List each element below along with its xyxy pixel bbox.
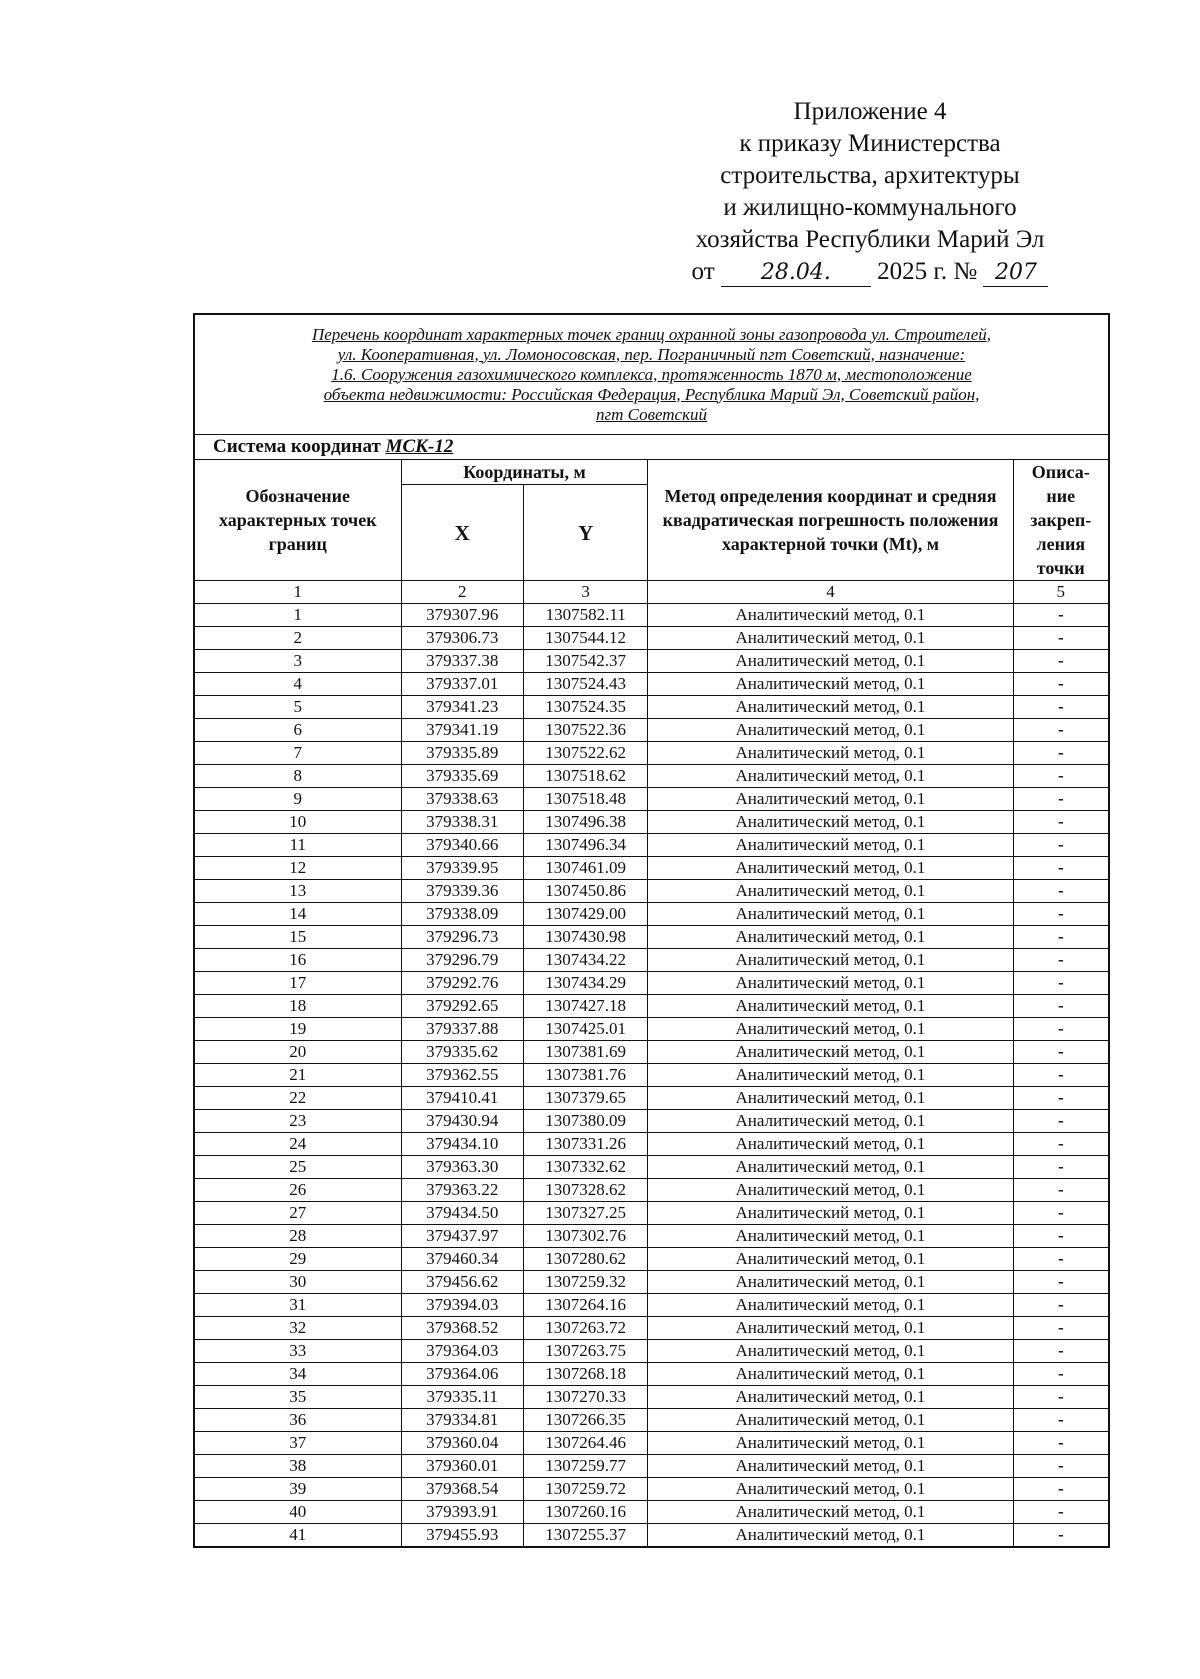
point-number-cell: 25 xyxy=(194,1156,401,1179)
order-line xyxy=(640,256,1100,288)
point-number-cell: 26 xyxy=(194,1179,401,1202)
y-coordinate-cell: 1307259.72 xyxy=(523,1478,647,1501)
point-number-cell: 34 xyxy=(194,1363,401,1386)
description-cell: - xyxy=(1013,1018,1109,1041)
x-coordinate-cell: 379307.96 xyxy=(401,604,523,627)
order-prefix: от xyxy=(691,258,715,285)
description-cell: - xyxy=(1013,1340,1109,1363)
y-coordinate-cell: 1307425.01 xyxy=(523,1018,647,1041)
method-cell: Аналитический метод, 0.1 xyxy=(648,1133,1013,1156)
table-title xyxy=(194,314,1109,435)
description-cell: - xyxy=(1013,1248,1109,1271)
table-row xyxy=(194,696,1109,719)
table-row xyxy=(194,788,1109,811)
method-cell: Аналитический метод, 0.1 xyxy=(648,1478,1013,1501)
y-coordinate-cell: 1307518.62 xyxy=(523,765,647,788)
point-number-cell: 11 xyxy=(194,834,401,857)
x-coordinate-cell: 379364.06 xyxy=(401,1363,523,1386)
table-row xyxy=(194,1018,1109,1041)
y-coordinate-cell: 1307434.29 xyxy=(523,972,647,995)
method-cell: Аналитический метод, 0.1 xyxy=(648,1041,1013,1064)
point-number-cell: 22 xyxy=(194,1087,401,1110)
table-row xyxy=(194,1455,1109,1478)
y-coordinate-cell: 1307270.33 xyxy=(523,1386,647,1409)
description-cell: - xyxy=(1013,949,1109,972)
y-coordinate-cell: 1307496.38 xyxy=(523,811,647,834)
y-coordinate-cell: 1307427.18 xyxy=(523,995,647,1018)
x-coordinate-cell: 379434.10 xyxy=(401,1133,523,1156)
point-number-cell: 7 xyxy=(194,742,401,765)
order-number-handwritten: 207 xyxy=(983,260,1048,287)
point-number-cell: 36 xyxy=(194,1409,401,1432)
x-coordinate-cell: 379339.36 xyxy=(401,880,523,903)
description-cell: - xyxy=(1013,673,1109,696)
description-cell: - xyxy=(1013,995,1109,1018)
order-date-handwritten: 28.04. xyxy=(721,260,871,287)
header-line: хозяйства Республики Марий Эл xyxy=(695,226,1045,253)
point-number-cell: 24 xyxy=(194,1133,401,1156)
method-cell: Аналитический метод, 0.1 xyxy=(648,1248,1013,1271)
x-coordinate-cell: 379394.03 xyxy=(401,1294,523,1317)
table-row xyxy=(194,1501,1109,1524)
description-cell: - xyxy=(1013,1202,1109,1225)
description-cell: - xyxy=(1013,1409,1109,1432)
method-cell: Аналитический метод, 0.1 xyxy=(648,880,1013,903)
y-coordinate-cell: 1307332.62 xyxy=(523,1156,647,1179)
x-coordinate-cell: 379339.95 xyxy=(401,857,523,880)
x-coordinate-cell: 379335.69 xyxy=(401,765,523,788)
table-row xyxy=(194,857,1109,880)
table-row xyxy=(194,1064,1109,1087)
y-coordinate-cell: 1307522.36 xyxy=(523,719,647,742)
x-coordinate-cell: 379296.73 xyxy=(401,926,523,949)
table-row xyxy=(194,719,1109,742)
method-cell: Аналитический метод, 0.1 xyxy=(648,1340,1013,1363)
x-coordinate-cell: 379335.62 xyxy=(401,1041,523,1064)
point-number-cell: 27 xyxy=(194,1202,401,1225)
method-cell: Аналитический метод, 0.1 xyxy=(648,1524,1013,1548)
y-coordinate-cell: 1307268.18 xyxy=(523,1363,647,1386)
x-coordinate-cell: 379456.62 xyxy=(401,1271,523,1294)
point-number-cell: 12 xyxy=(194,857,401,880)
table-row xyxy=(194,1133,1109,1156)
x-coordinate-cell: 379410.41 xyxy=(401,1087,523,1110)
x-coordinate-cell: 379296.79 xyxy=(401,949,523,972)
description-cell: - xyxy=(1013,857,1109,880)
x-coordinate-cell: 379368.52 xyxy=(401,1317,523,1340)
y-coordinate-cell: 1307259.32 xyxy=(523,1271,647,1294)
point-number-cell: 17 xyxy=(194,972,401,995)
y-coordinate-cell: 1307266.35 xyxy=(523,1409,647,1432)
description-cell: - xyxy=(1013,1363,1109,1386)
order-year: 2025 г. № xyxy=(877,258,978,285)
table-row xyxy=(194,604,1109,627)
x-coordinate-cell: 379363.22 xyxy=(401,1179,523,1202)
table-title-line: пгт Советский xyxy=(595,404,708,424)
table-row xyxy=(194,1202,1109,1225)
description-cell: - xyxy=(1013,719,1109,742)
y-coordinate-cell: 1307381.69 xyxy=(523,1041,647,1064)
point-number-cell: 6 xyxy=(194,719,401,742)
point-number-cell: 8 xyxy=(194,765,401,788)
method-cell: Аналитический метод, 0.1 xyxy=(648,765,1013,788)
method-cell: Аналитический метод, 0.1 xyxy=(648,949,1013,972)
y-coordinate-cell: 1307331.26 xyxy=(523,1133,647,1156)
point-number-cell: 29 xyxy=(194,1248,401,1271)
method-cell: Аналитический метод, 0.1 xyxy=(648,811,1013,834)
method-cell: Аналитический метод, 0.1 xyxy=(648,650,1013,673)
table-row xyxy=(194,1432,1109,1455)
header-x: X xyxy=(401,485,523,581)
point-number-cell: 15 xyxy=(194,926,401,949)
method-cell: Аналитический метод, 0.1 xyxy=(648,1501,1013,1524)
point-number-cell: 40 xyxy=(194,1501,401,1524)
description-cell: - xyxy=(1013,1064,1109,1087)
table-row xyxy=(194,834,1109,857)
method-cell: Аналитический метод, 0.1 xyxy=(648,903,1013,926)
table-row xyxy=(194,1478,1109,1501)
y-coordinate-cell: 1307302.76 xyxy=(523,1225,647,1248)
method-cell: Аналитический метод, 0.1 xyxy=(648,1409,1013,1432)
point-number-cell: 13 xyxy=(194,880,401,903)
description-cell: - xyxy=(1013,1432,1109,1455)
x-coordinate-cell: 379364.03 xyxy=(401,1340,523,1363)
description-cell: - xyxy=(1013,1041,1109,1064)
table-row xyxy=(194,1179,1109,1202)
description-cell: - xyxy=(1013,880,1109,903)
point-number-cell: 39 xyxy=(194,1478,401,1501)
description-cell: - xyxy=(1013,972,1109,995)
table-row xyxy=(194,627,1109,650)
point-number-cell: 14 xyxy=(194,903,401,926)
table-row xyxy=(194,880,1109,903)
y-coordinate-cell: 1307542.37 xyxy=(523,650,647,673)
description-cell: - xyxy=(1013,1478,1109,1501)
description-cell: - xyxy=(1013,1225,1109,1248)
point-number-cell: 38 xyxy=(194,1455,401,1478)
y-coordinate-cell: 1307255.37 xyxy=(523,1524,647,1548)
y-coordinate-cell: 1307450.86 xyxy=(523,880,647,903)
method-cell: Аналитический метод, 0.1 xyxy=(648,1386,1013,1409)
table-row xyxy=(194,903,1109,926)
table-row xyxy=(194,650,1109,673)
description-cell: - xyxy=(1013,604,1109,627)
coordinate-system-label: Система координат xyxy=(213,436,381,457)
y-coordinate-cell: 1307280.62 xyxy=(523,1248,647,1271)
x-coordinate-cell: 379340.66 xyxy=(401,834,523,857)
table-title-line: ул. Кооперативная, ул. Ломоносовская, пер. Пограничный пгт Советский, назначение: xyxy=(337,344,966,364)
x-coordinate-cell: 379335.11 xyxy=(401,1386,523,1409)
point-number-cell: 33 xyxy=(194,1340,401,1363)
method-cell: Аналитический метод, 0.1 xyxy=(648,1225,1013,1248)
y-coordinate-cell: 1307461.09 xyxy=(523,857,647,880)
point-number-cell: 32 xyxy=(194,1317,401,1340)
table-row xyxy=(194,1248,1109,1271)
point-number-cell: 23 xyxy=(194,1110,401,1133)
method-cell: Аналитический метод, 0.1 xyxy=(648,1432,1013,1455)
coordinates-table xyxy=(193,313,1110,1548)
appendix-title: Приложение 4 xyxy=(793,98,947,125)
description-cell: - xyxy=(1013,834,1109,857)
description-cell: - xyxy=(1013,1133,1109,1156)
y-coordinate-cell: 1307264.16 xyxy=(523,1294,647,1317)
point-number-cell: 18 xyxy=(194,995,401,1018)
point-number-cell: 21 xyxy=(194,1064,401,1087)
header-method: Метод определения координат и средняя квадратическая погрешность положения характерной точки (Mt), м xyxy=(648,460,1013,581)
description-cell: - xyxy=(1013,650,1109,673)
description-cell: - xyxy=(1013,1501,1109,1524)
y-coordinate-cell: 1307328.62 xyxy=(523,1179,647,1202)
description-cell: - xyxy=(1013,1455,1109,1478)
point-number-cell: 1 xyxy=(194,604,401,627)
x-coordinate-cell: 379460.34 xyxy=(401,1248,523,1271)
method-cell: Аналитический метод, 0.1 xyxy=(648,926,1013,949)
column-numbers-row xyxy=(194,581,1109,604)
table-row xyxy=(194,1363,1109,1386)
header-coordinates: Координаты, м xyxy=(401,460,648,485)
method-cell: Аналитический метод, 0.1 xyxy=(648,719,1013,742)
description-cell: - xyxy=(1013,903,1109,926)
y-coordinate-cell: 1307260.16 xyxy=(523,1501,647,1524)
point-number-cell: 19 xyxy=(194,1018,401,1041)
x-coordinate-cell: 379341.23 xyxy=(401,696,523,719)
table-row xyxy=(194,742,1109,765)
method-cell: Аналитический метод, 0.1 xyxy=(648,1363,1013,1386)
y-coordinate-cell: 1307379.65 xyxy=(523,1087,647,1110)
x-coordinate-cell: 379337.88 xyxy=(401,1018,523,1041)
table-row xyxy=(194,1294,1109,1317)
header-y: Y xyxy=(523,485,647,581)
method-cell: Аналитический метод, 0.1 xyxy=(648,1110,1013,1133)
coordinate-system-value: МСК-12 xyxy=(385,436,454,457)
method-cell: Аналитический метод, 0.1 xyxy=(648,972,1013,995)
y-coordinate-cell: 1307429.00 xyxy=(523,903,647,926)
point-number-cell: 30 xyxy=(194,1271,401,1294)
method-cell: Аналитический метод, 0.1 xyxy=(648,834,1013,857)
description-cell: - xyxy=(1013,1156,1109,1179)
table-row xyxy=(194,1041,1109,1064)
y-coordinate-cell: 1307544.12 xyxy=(523,627,647,650)
y-coordinate-cell: 1307263.75 xyxy=(523,1340,647,1363)
method-cell: Аналитический метод, 0.1 xyxy=(648,1202,1013,1225)
y-coordinate-cell: 1307496.34 xyxy=(523,834,647,857)
table-title-line: 1.6. Сооружения газохимического комплекса, протяженность 1870 м, местоположение xyxy=(331,364,972,384)
x-coordinate-cell: 379360.01 xyxy=(401,1455,523,1478)
table-row xyxy=(194,949,1109,972)
table-row xyxy=(194,995,1109,1018)
method-cell: Аналитический метод, 0.1 xyxy=(648,1271,1013,1294)
point-number-cell: 3 xyxy=(194,650,401,673)
method-cell: Аналитический метод, 0.1 xyxy=(648,604,1013,627)
method-cell: Аналитический метод, 0.1 xyxy=(648,1294,1013,1317)
table-row xyxy=(194,1110,1109,1133)
description-cell: - xyxy=(1013,1524,1109,1548)
x-coordinate-cell: 379306.73 xyxy=(401,627,523,650)
header-description: Описа-ние закреп-ления точки xyxy=(1013,460,1109,581)
table-title-line: объекта недвижимости: Российская Федерация, Республика Марий Эл, Советский район, xyxy=(323,384,980,404)
y-coordinate-cell: 1307264.46 xyxy=(523,1432,647,1455)
x-coordinate-cell: 379434.50 xyxy=(401,1202,523,1225)
description-cell: - xyxy=(1013,1087,1109,1110)
point-number-cell: 31 xyxy=(194,1294,401,1317)
header-line: строительства, архитектуры xyxy=(720,162,1020,189)
point-number-cell: 2 xyxy=(194,627,401,650)
method-cell: Аналитический метод, 0.1 xyxy=(648,673,1013,696)
x-coordinate-cell: 379430.94 xyxy=(401,1110,523,1133)
x-coordinate-cell: 379393.91 xyxy=(401,1501,523,1524)
y-coordinate-cell: 1307381.76 xyxy=(523,1064,647,1087)
description-cell: - xyxy=(1013,1386,1109,1409)
x-coordinate-cell: 379337.01 xyxy=(401,673,523,696)
table-row xyxy=(194,1524,1109,1548)
table-row xyxy=(194,1271,1109,1294)
method-cell: Аналитический метод, 0.1 xyxy=(648,857,1013,880)
point-number-cell: 4 xyxy=(194,673,401,696)
description-cell: - xyxy=(1013,1179,1109,1202)
method-cell: Аналитический метод, 0.1 xyxy=(648,1064,1013,1087)
x-coordinate-cell: 379337.38 xyxy=(401,650,523,673)
point-number-cell: 9 xyxy=(194,788,401,811)
point-number-cell: 10 xyxy=(194,811,401,834)
x-coordinate-cell: 379363.30 xyxy=(401,1156,523,1179)
table-row xyxy=(194,1317,1109,1340)
y-coordinate-cell: 1307263.72 xyxy=(523,1317,647,1340)
method-cell: Аналитический метод, 0.1 xyxy=(648,742,1013,765)
table-row xyxy=(194,1156,1109,1179)
table-row xyxy=(194,926,1109,949)
x-coordinate-cell: 379338.63 xyxy=(401,788,523,811)
y-coordinate-cell: 1307380.09 xyxy=(523,1110,647,1133)
point-number-cell: 35 xyxy=(194,1386,401,1409)
table-row xyxy=(194,811,1109,834)
description-cell: - xyxy=(1013,788,1109,811)
point-number-cell: 20 xyxy=(194,1041,401,1064)
description-cell: - xyxy=(1013,1271,1109,1294)
method-cell: Аналитический метод, 0.1 xyxy=(648,1087,1013,1110)
column-number: 1 xyxy=(194,581,401,604)
x-coordinate-cell: 379341.19 xyxy=(401,719,523,742)
y-coordinate-cell: 1307518.48 xyxy=(523,788,647,811)
method-cell: Аналитический метод, 0.1 xyxy=(648,696,1013,719)
y-coordinate-cell: 1307524.43 xyxy=(523,673,647,696)
description-cell: - xyxy=(1013,811,1109,834)
x-coordinate-cell: 379437.97 xyxy=(401,1225,523,1248)
x-coordinate-cell: 379334.81 xyxy=(401,1409,523,1432)
description-cell: - xyxy=(1013,1294,1109,1317)
coordinate-system xyxy=(194,435,1109,460)
y-coordinate-cell: 1307259.77 xyxy=(523,1455,647,1478)
column-number: 3 xyxy=(523,581,647,604)
x-coordinate-cell: 379360.04 xyxy=(401,1432,523,1455)
point-number-cell: 16 xyxy=(194,949,401,972)
method-cell: Аналитический метод, 0.1 xyxy=(648,1317,1013,1340)
y-coordinate-cell: 1307524.35 xyxy=(523,696,647,719)
description-cell: - xyxy=(1013,627,1109,650)
appendix-header xyxy=(640,96,1100,288)
x-coordinate-cell: 379362.55 xyxy=(401,1064,523,1087)
method-cell: Аналитический метод, 0.1 xyxy=(648,627,1013,650)
description-cell: - xyxy=(1013,926,1109,949)
header-line: к приказу Министерства xyxy=(739,130,1001,157)
table-title-line: Перечень координат характерных точек границ охранной зоны газопровода ул. Строителей, xyxy=(311,324,992,344)
y-coordinate-cell: 1307327.25 xyxy=(523,1202,647,1225)
y-coordinate-cell: 1307430.98 xyxy=(523,926,647,949)
method-cell: Аналитический метод, 0.1 xyxy=(648,1018,1013,1041)
column-number: 5 xyxy=(1013,581,1109,604)
table-row xyxy=(194,765,1109,788)
description-cell: - xyxy=(1013,742,1109,765)
table-row xyxy=(194,1087,1109,1110)
description-cell: - xyxy=(1013,1317,1109,1340)
method-cell: Аналитический метод, 0.1 xyxy=(648,1179,1013,1202)
point-number-cell: 37 xyxy=(194,1432,401,1455)
x-coordinate-cell: 379338.31 xyxy=(401,811,523,834)
column-number: 4 xyxy=(648,581,1013,604)
description-cell: - xyxy=(1013,696,1109,719)
table-row xyxy=(194,673,1109,696)
method-cell: Аналитический метод, 0.1 xyxy=(648,1156,1013,1179)
method-cell: Аналитический метод, 0.1 xyxy=(648,1455,1013,1478)
x-coordinate-cell: 379335.89 xyxy=(401,742,523,765)
description-cell: - xyxy=(1013,1110,1109,1133)
x-coordinate-cell: 379338.09 xyxy=(401,903,523,926)
x-coordinate-cell: 379292.65 xyxy=(401,995,523,1018)
header-line: и жилищно-коммунального xyxy=(723,194,1017,221)
table-row xyxy=(194,1386,1109,1409)
x-coordinate-cell: 379455.93 xyxy=(401,1524,523,1548)
table-row xyxy=(194,972,1109,995)
x-coordinate-cell: 379292.76 xyxy=(401,972,523,995)
method-cell: Аналитический метод, 0.1 xyxy=(648,788,1013,811)
y-coordinate-cell: 1307434.22 xyxy=(523,949,647,972)
point-number-cell: 5 xyxy=(194,696,401,719)
x-coordinate-cell: 379368.54 xyxy=(401,1478,523,1501)
point-number-cell: 41 xyxy=(194,1524,401,1548)
table-row xyxy=(194,1340,1109,1363)
header-point-designation: Обозначение характерных точек границ xyxy=(194,460,401,581)
point-number-cell: 28 xyxy=(194,1225,401,1248)
description-cell: - xyxy=(1013,765,1109,788)
column-number: 2 xyxy=(401,581,523,604)
y-coordinate-cell: 1307522.62 xyxy=(523,742,647,765)
y-coordinate-cell: 1307582.11 xyxy=(523,604,647,627)
table-row xyxy=(194,1225,1109,1248)
table-row xyxy=(194,1409,1109,1432)
method-cell: Аналитический метод, 0.1 xyxy=(648,995,1013,1018)
